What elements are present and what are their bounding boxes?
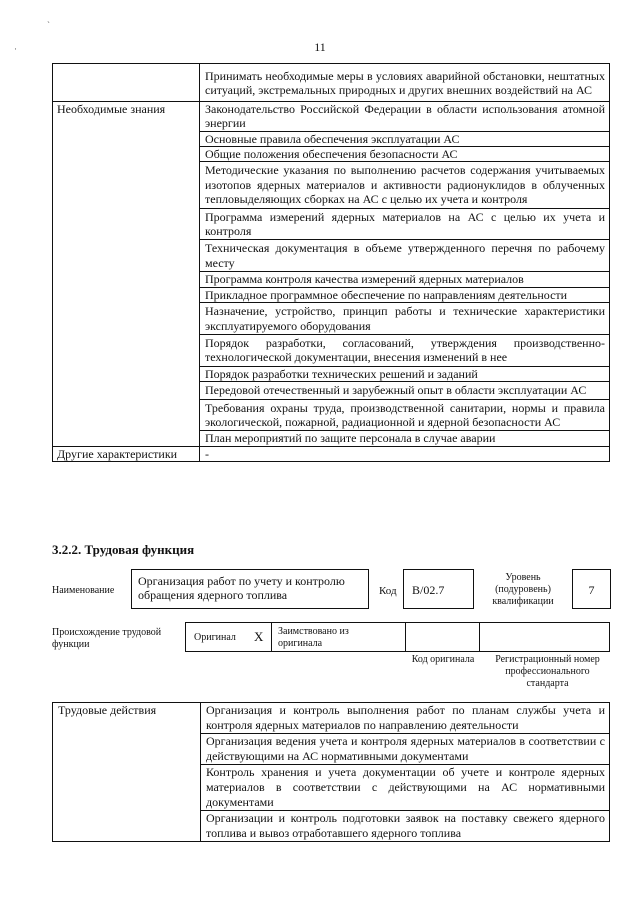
origin-label: Происхождение трудовой функции — [52, 627, 162, 650]
name-label: Наименование — [52, 585, 115, 596]
divider — [271, 623, 272, 651]
original-mark: X — [254, 629, 264, 644]
knowledge-item: Передовой отечественный и зарубежный опыт в области эксплуатации АС — [200, 382, 610, 399]
labor-action-item: Организации и контроль подготовки заявок на поставку свежего ядерного топлива и вывоз отработавшего ядерного топлива — [201, 811, 610, 842]
skill-cell: Принимать необходимые меры в условиях аварийной обстановки, нештатных ситуаций, экстремальных природных и других внешних воздействий на АС — [200, 64, 610, 102]
labor-action-item: Контроль хранения и учета документации об учете и контроле ядерных материалов в соответствии с действующими на АС нормативными документами — [201, 765, 610, 811]
knowledge-item: Назначение, устройство, принцип работы и технические характеристики эксплуатируемого оборудования — [200, 303, 610, 335]
qualification-level: 7 — [588, 583, 595, 597]
labor-action-item: Организация ведения учета и контроля ядерных материалов в соответствии с действующими на АС нормативными документами — [201, 734, 610, 765]
knowledge-item: Техническая документация в объеме утвержденного перечня по рабочему месту — [200, 240, 610, 272]
original-label: Оригинал — [194, 632, 236, 643]
knowledge-label: Необходимые знания — [53, 101, 200, 446]
knowledge-table — [52, 63, 610, 462]
knowledge-item: План мероприятий по защите персонала в случае аварии — [200, 431, 610, 446]
origin-row — [185, 622, 610, 652]
origin-code-caption: Код оригинала — [411, 654, 475, 665]
knowledge-item: Прикладное программное обеспечение по направлениям деятельности — [200, 287, 610, 302]
function-name: Организация работ по учету и контролю обращения ядерного топлива — [138, 574, 345, 602]
table-row — [53, 64, 610, 102]
qualification-level-label: Уровень (подуровень) квалификации — [492, 572, 554, 607]
other-characteristics-value: - — [200, 446, 610, 461]
function-code: B/02.7 — [412, 583, 445, 597]
divider — [479, 623, 480, 651]
table-row — [53, 703, 610, 734]
page-number: 11 — [314, 40, 326, 54]
knowledge-item: Программа контроля качества измерений ядерных материалов — [200, 272, 610, 287]
function-name-box — [131, 569, 369, 609]
knowledge-item: Порядок разработки технических решений и заданий — [200, 366, 610, 381]
other-characteristics-label: Другие характеристики — [53, 446, 200, 461]
knowledge-item: Требования охраны труда, производственной санитарии, нормы и правила экологической, пожарной, радиационной и ядерной безопасности АС — [200, 399, 610, 431]
scan-mark: ` — [47, 20, 50, 30]
level-box — [572, 569, 611, 609]
knowledge-item: Методические указания по выполнению расчетов содержания учитываемых изотопов ядерных материалов и активности радионуклидов в облученных тепловыделяющих сборках на АС с целью их учета и контроля — [200, 162, 610, 208]
divider — [405, 623, 406, 651]
labor-action-item: Организация и контроль выполнения работ по планам службы учета и контроля ядерных материалов по направлению деятельности — [201, 703, 610, 734]
knowledge-item: Порядок разработки, согласований, утверждения производственно-технологической документации, внесения изменений в нее — [200, 334, 610, 366]
borrowed-label: Заимствовано из оригинала — [278, 626, 349, 649]
code-label: Код — [379, 585, 397, 597]
labor-actions-label: Трудовые действия — [53, 703, 201, 842]
table-row — [53, 101, 610, 131]
code-box — [403, 569, 474, 609]
scan-mark: · — [14, 44, 17, 54]
section-title: 3.2.2. Трудовая функция — [52, 542, 195, 557]
knowledge-item: Общие положения обеспечения безопасности АС — [200, 147, 610, 162]
labor-actions-table — [52, 702, 610, 842]
knowledge-item: Законодательство Российской Федерации в области использования атомной энергии — [200, 101, 610, 131]
knowledge-item: Программа измерений ядерных материалов на АС с целью их учета и контроля — [200, 208, 610, 240]
knowledge-item: Основные правила обеспечения эксплуатации АС — [200, 131, 610, 146]
registration-number-caption: Регистрационный номер профессионального стандарта — [495, 654, 600, 689]
table-row — [53, 446, 610, 461]
